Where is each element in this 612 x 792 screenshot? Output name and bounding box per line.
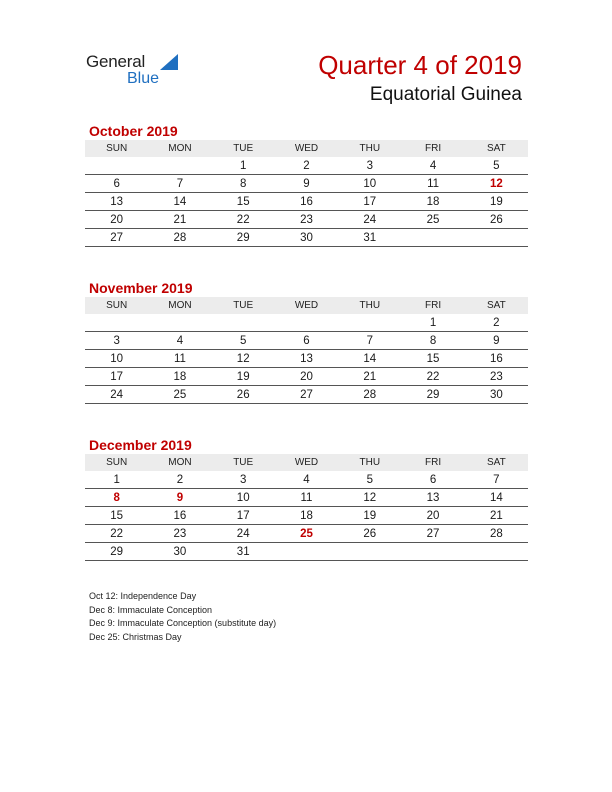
empty-day-cell [465, 229, 528, 247]
day-cell: 7 [465, 471, 528, 489]
empty-day-cell [465, 543, 528, 561]
weekday-header: MON [148, 454, 211, 471]
empty-day-cell [401, 543, 464, 561]
day-cell: 4 [148, 332, 211, 350]
weekday-header: MON [148, 297, 211, 314]
week-row [85, 332, 528, 350]
day-cell: 14 [465, 489, 528, 507]
weekday-header-row [85, 454, 528, 471]
day-cell: 29 [85, 543, 148, 561]
weekday-header: FRI [401, 297, 464, 314]
day-cell: 1 [85, 471, 148, 489]
day-cell: 27 [401, 525, 464, 543]
holiday-day-cell: 12 [465, 175, 528, 193]
country-name: Equatorial Guinea [369, 84, 522, 105]
day-cell: 28 [465, 525, 528, 543]
weekday-header: TUE [212, 297, 275, 314]
logo-general-text: General [86, 52, 146, 71]
day-cell: 11 [275, 489, 338, 507]
day-cell: 31 [338, 229, 401, 247]
day-cell: 14 [338, 350, 401, 368]
week-row [85, 193, 528, 211]
day-cell: 21 [465, 507, 528, 525]
weekday-header: THU [338, 140, 401, 157]
day-cell: 19 [465, 193, 528, 211]
day-cell: 5 [465, 157, 528, 175]
day-cell: 26 [338, 525, 401, 543]
day-cell: 10 [338, 175, 401, 193]
weekday-header: WED [275, 140, 338, 157]
day-cell: 22 [85, 525, 148, 543]
day-cell: 5 [212, 332, 275, 350]
day-cell: 11 [148, 350, 211, 368]
day-cell: 20 [85, 211, 148, 229]
month-december [85, 436, 528, 561]
day-cell: 2 [465, 314, 528, 332]
empty-day-cell [275, 543, 338, 561]
day-cell: 6 [401, 471, 464, 489]
day-cell: 30 [465, 386, 528, 404]
day-cell: 5 [338, 471, 401, 489]
week-row [85, 157, 528, 175]
day-cell: 25 [401, 211, 464, 229]
day-cell: 16 [465, 350, 528, 368]
empty-day-cell [148, 157, 211, 175]
week-row [85, 314, 528, 332]
day-cell: 26 [212, 386, 275, 404]
day-cell: 20 [275, 368, 338, 386]
day-cell: 4 [275, 471, 338, 489]
weekday-header: SAT [465, 454, 528, 471]
day-cell: 26 [465, 211, 528, 229]
holiday-note: Dec 9: Immaculate Conception (substitute day) [89, 618, 277, 628]
day-cell: 1 [401, 314, 464, 332]
day-cell: 16 [148, 507, 211, 525]
calendar-grid [85, 297, 528, 404]
day-cell: 23 [465, 368, 528, 386]
day-cell: 14 [148, 193, 211, 211]
day-cell: 17 [85, 368, 148, 386]
weekday-header: MON [148, 140, 211, 157]
week-row [85, 211, 528, 229]
holiday-day-cell: 9 [148, 489, 211, 507]
logo [86, 50, 186, 90]
day-cell: 12 [212, 350, 275, 368]
day-cell: 24 [212, 525, 275, 543]
month-title: November 2019 [89, 280, 193, 296]
day-cell: 20 [401, 507, 464, 525]
weekday-header: WED [275, 297, 338, 314]
weekday-header: SUN [85, 140, 148, 157]
day-cell: 18 [275, 507, 338, 525]
day-cell: 18 [401, 193, 464, 211]
day-cell: 6 [275, 332, 338, 350]
day-cell: 4 [401, 157, 464, 175]
empty-day-cell [338, 314, 401, 332]
empty-day-cell [148, 314, 211, 332]
holiday-note: Dec 8: Immaculate Conception [89, 604, 213, 615]
day-cell: 22 [401, 368, 464, 386]
empty-day-cell [85, 314, 148, 332]
month-november [85, 279, 528, 404]
day-cell: 19 [338, 507, 401, 525]
day-cell: 27 [275, 386, 338, 404]
weekday-header: SAT [465, 140, 528, 157]
weekday-header: SUN [85, 454, 148, 471]
day-cell: 21 [338, 368, 401, 386]
week-row [85, 386, 528, 404]
day-cell: 30 [275, 229, 338, 247]
weekday-header-row [85, 140, 528, 157]
day-cell: 7 [148, 175, 211, 193]
weekday-header: TUE [212, 140, 275, 157]
day-cell: 7 [338, 332, 401, 350]
week-row [85, 368, 528, 386]
week-row [85, 471, 528, 489]
month-october [85, 122, 528, 247]
day-cell: 27 [85, 229, 148, 247]
holiday-day-cell: 25 [275, 525, 338, 543]
weekday-header: SUN [85, 297, 148, 314]
day-cell: 12 [338, 489, 401, 507]
day-cell: 1 [212, 157, 275, 175]
day-cell: 3 [338, 157, 401, 175]
day-cell: 8 [212, 175, 275, 193]
day-cell: 15 [212, 193, 275, 211]
weekday-header: FRI [401, 454, 464, 471]
day-cell: 25 [148, 386, 211, 404]
day-cell: 3 [212, 471, 275, 489]
month-title: December 2019 [89, 437, 192, 453]
day-cell: 21 [148, 211, 211, 229]
holiday-day-cell: 8 [85, 489, 148, 507]
day-cell: 10 [85, 350, 148, 368]
empty-day-cell [275, 314, 338, 332]
week-row [85, 175, 528, 193]
day-cell: 24 [338, 211, 401, 229]
calendar-grid [85, 454, 528, 561]
day-cell: 9 [465, 332, 528, 350]
day-cell: 31 [212, 543, 275, 561]
weekday-header: WED [275, 454, 338, 471]
day-cell: 29 [212, 229, 275, 247]
day-cell: 3 [85, 332, 148, 350]
calendar-grid [85, 140, 528, 247]
weekday-header: SAT [465, 297, 528, 314]
day-cell: 9 [275, 175, 338, 193]
day-cell: 2 [148, 471, 211, 489]
day-cell: 30 [148, 543, 211, 561]
day-cell: 2 [275, 157, 338, 175]
day-cell: 13 [85, 193, 148, 211]
day-cell: 11 [401, 175, 464, 193]
day-cell: 18 [148, 368, 211, 386]
week-row [85, 525, 528, 543]
day-cell: 16 [275, 193, 338, 211]
holiday-note: Oct 12: Independence Day [89, 591, 197, 601]
weekday-header: TUE [212, 454, 275, 471]
weekday-header: FRI [401, 140, 464, 157]
day-cell: 23 [275, 211, 338, 229]
day-cell: 6 [85, 175, 148, 193]
day-cell: 15 [401, 350, 464, 368]
day-cell: 10 [212, 489, 275, 507]
day-cell: 17 [212, 507, 275, 525]
weekday-header: THU [338, 454, 401, 471]
day-cell: 22 [212, 211, 275, 229]
logo-blue-text: Blue [127, 70, 160, 87]
day-cell: 19 [212, 368, 275, 386]
logo-triangle-icon [160, 54, 178, 70]
empty-day-cell [212, 314, 275, 332]
holiday-note: Dec 25: Christmas Day [89, 631, 182, 642]
week-row [85, 350, 528, 368]
day-cell: 15 [85, 507, 148, 525]
day-cell: 23 [148, 525, 211, 543]
empty-day-cell [338, 543, 401, 561]
empty-day-cell [85, 157, 148, 175]
month-title: October 2019 [89, 123, 178, 139]
day-cell: 24 [85, 386, 148, 404]
day-cell: 28 [338, 386, 401, 404]
weekday-header: THU [338, 297, 401, 314]
week-row [85, 489, 528, 507]
day-cell: 17 [338, 193, 401, 211]
week-row [85, 229, 528, 247]
week-row [85, 507, 528, 525]
holiday-notes [89, 590, 276, 644]
page-title: Quarter 4 of 2019 [318, 50, 522, 80]
day-cell: 28 [148, 229, 211, 247]
day-cell: 13 [275, 350, 338, 368]
day-cell: 29 [401, 386, 464, 404]
day-cell: 13 [401, 489, 464, 507]
empty-day-cell [401, 229, 464, 247]
weekday-header-row [85, 297, 528, 314]
week-row [85, 543, 528, 561]
day-cell: 8 [401, 332, 464, 350]
